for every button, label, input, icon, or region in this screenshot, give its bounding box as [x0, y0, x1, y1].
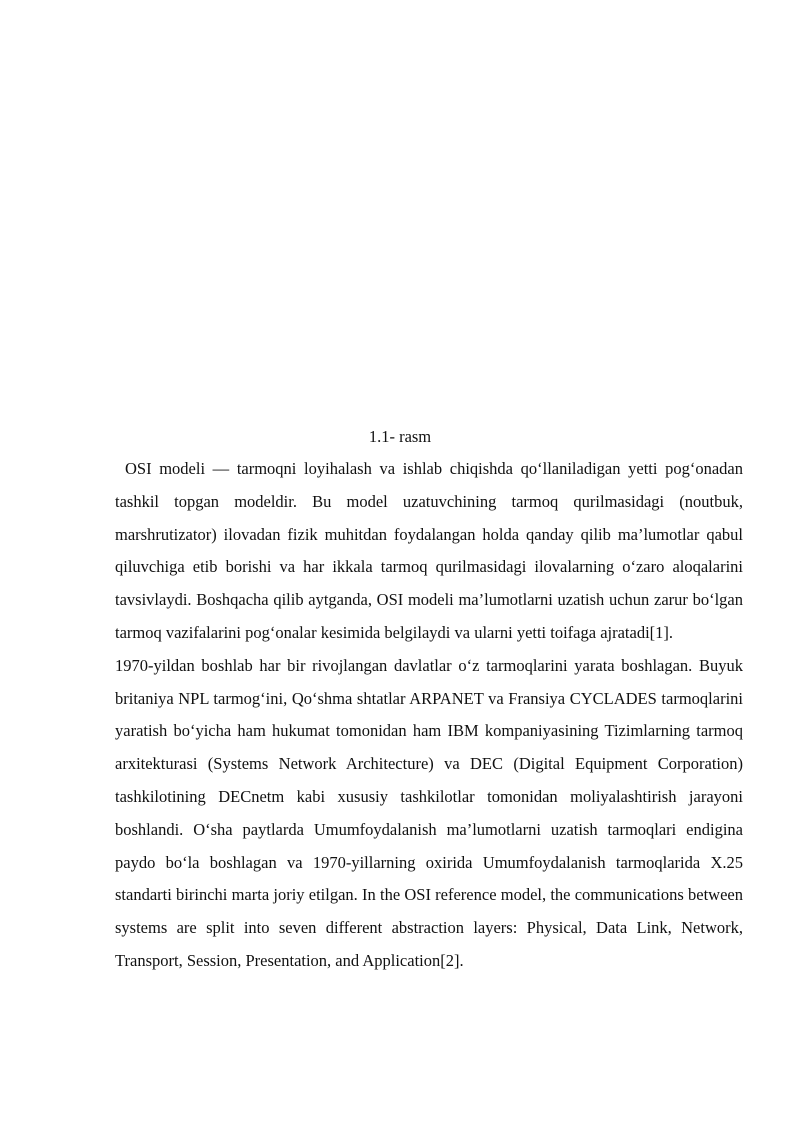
document-body — [115, 453, 743, 978]
paragraph-osi-definition: OSI modeli — tarmoqni loyihalash va ishlab chiqishda qo‘llaniladigan yetti pog‘onadan tashkil topgan modeldir. Bu model uzatuvchining tarmoq qurilmasidagi (noutbuk, marshrutizator) ilovadan fizik muhitdan foydalangan holda qanday qilib ma’lumotlar qabul qiluvchiga etib borishi va har ikkala tarmoq qurilmasidagi ilovalarning o‘zaro aloqalarini tavsivlaydi. Boshqacha qilib aytganda, OSI modeli ma’lumotlarni uzatish uchun zarur bo‘lgan tarmoq vazifalarini pog‘onalar kesimida belgilaydi va ularni yetti toifaga ajratadi[1]. — [115, 459, 743, 642]
paragraph-network-history: 1970-yildan boshlab har bir rivojlangan davlatlar o‘z tarmoqlarini yarata boshlagan. Buyuk britaniya NPL tarmog‘ini, Qo‘shma shtatlar ARPANET va Fransiya CYCLADES tarmoqlarini yaratish bo‘yicha ham hukumat tomonidan ham IBM kompaniyasining Tizimlarning tarmoq arxitekturasi (Systems Network Architecture) va DEC (Digital Equipment Corporation) tashkilotining DECnetm kabi xususiy tashkilotlar tomonidan moliyalashtirish jarayoni boshlandi. O‘sha paytlarda Umumfoydalanish ma’lumotlarni uzatish tarmoqlari endigina paydo bo‘la boshlagan va 1970-yillarning oxirida Umumfoydalanish tarmoqlarida X.25 standarti birinchi marta joriy etilgan. In the OSI reference model, the communications between systems are split into seven different abstraction layers: Physical, Data Link, Network, Transport, Session, Presentation, and Application[2]. — [115, 655, 743, 970]
figure-placeholder — [115, 60, 743, 410]
figure-caption: 1.1- rasm — [368, 427, 432, 446]
